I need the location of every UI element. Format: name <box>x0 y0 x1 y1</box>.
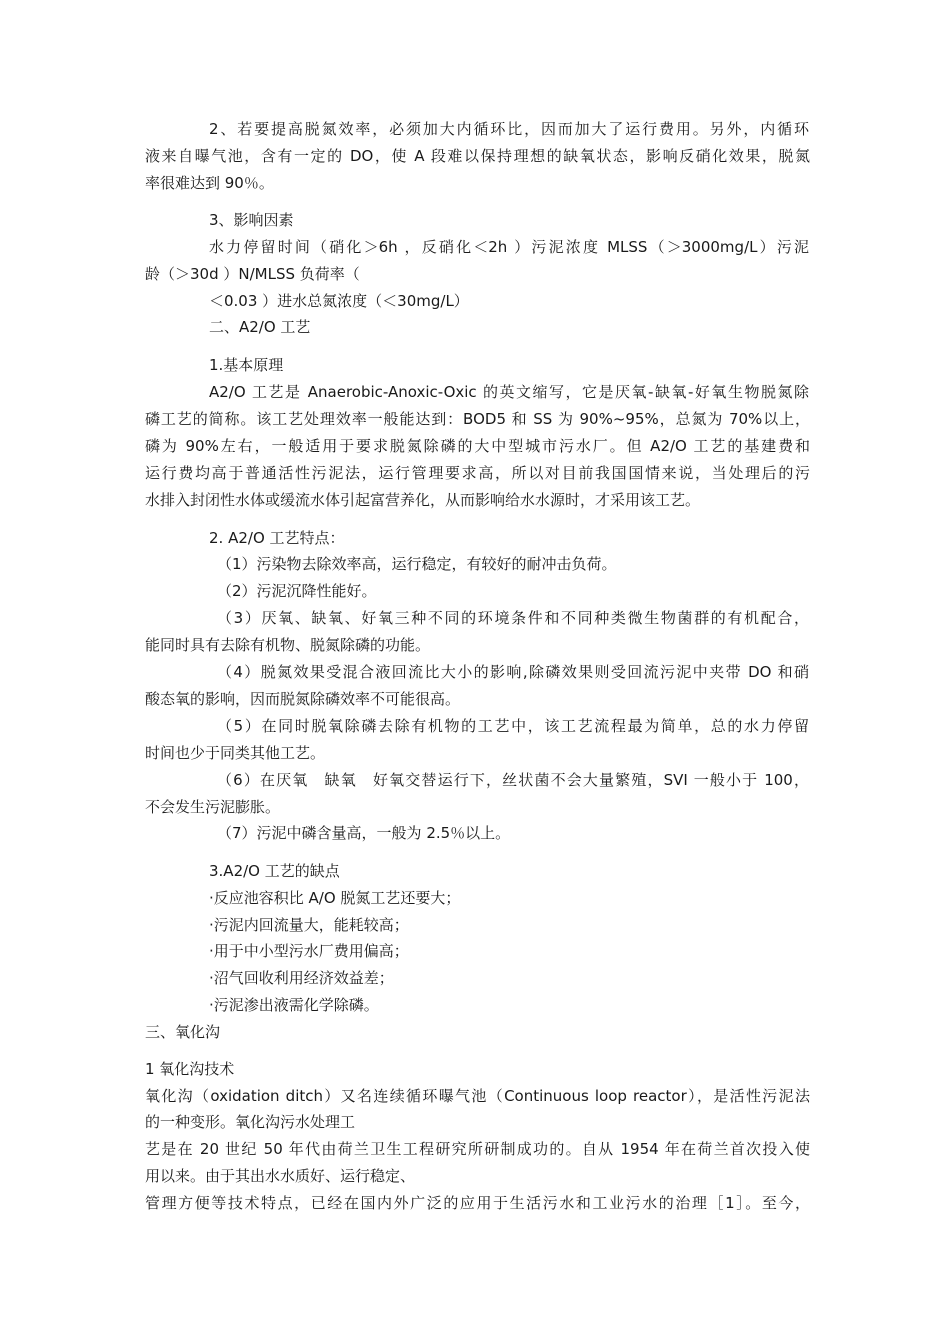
paragraph-line: ＜0.03 ）进水总氮浓度（＜30mg/L） <box>209 292 469 310</box>
paragraph-line: 氧化沟（oxidation ditch）又名连续循环曝气池（Continuous loop reactor），是活性污泥法 <box>145 1087 810 1105</box>
paragraph-line: 2、若要提高脱氮效率，必须加大内循环比，因而加大了运行费用。另外，内循环 <box>209 120 809 138</box>
drawback-item: ·用于中小型污水厂费用偏高； <box>209 942 409 960</box>
paragraph-line: 磷工艺的简称。该工艺处理效率一般能达到：BOD5 和 SS 为 90%~95%，总氮为 70%以上， <box>145 410 810 428</box>
paragraph-line: 运行费均高于普通活性污泥法，运行管理要求高，所以对目前我国国情来说，当处理后的污 <box>145 464 810 482</box>
sub-heading: 3.A2/O 工艺的缺点 <box>209 862 340 880</box>
paragraph-line: 管理方便等技术特点，已经在国内外广泛的应用于生活污水和工业污水的治理［1］。至今， <box>145 1194 810 1212</box>
feature-item-cont: 酸态氧的影响，因而脱氮除磷效率不可能很高。 <box>145 690 461 708</box>
paragraph-line: 率很难达到 90％。 <box>145 174 274 192</box>
paragraph-line: 龄（＞30d ）N/MLSS 负荷率（ <box>145 265 360 283</box>
sub-heading: 2. A2/O 工艺特点： <box>209 529 345 547</box>
drawback-item: ·沼气回收利用经济效益差； <box>209 969 394 987</box>
drawback-item: ·污泥内回流量大，能耗较高； <box>209 916 409 934</box>
section-heading: 三、氧化沟 <box>145 1023 221 1041</box>
feature-item: （2）污泥沉降性能好。 <box>217 582 377 600</box>
paragraph-line: 液来自曝气池，含有一定的 DO，使 A 段难以保持理想的缺氧状态，影响反硝化效果，脱氮 <box>145 147 810 165</box>
feature-item: （6）在厌氧 缺氧 好氧交替运行下，丝状菌不会大量繁殖，SVI 一般小于 100， <box>217 771 809 789</box>
feature-item: （1）污染物去除效率高，运行稳定，有较好的耐冲击负荷。 <box>217 555 617 573</box>
paragraph-line: 水排入封闭性水体或缓流水体引起富营养化，从而影响给水水源时，才采用该工艺。 <box>145 491 701 509</box>
paragraph-line: 艺是在 20 世纪 50 年代由荷兰卫生工程研究所研制成功的。自从 1954 年在荷兰首次投入使 <box>145 1140 810 1158</box>
section-heading: 二、A2/O 工艺 <box>209 318 311 336</box>
sub-heading: 3、影响因素 <box>209 211 294 229</box>
feature-item-cont: 能同时具有去除有机物、脱氮除磷的功能。 <box>145 636 431 654</box>
drawback-item: ·反应池容积比 A/O 脱氮工艺还要大； <box>209 889 461 907</box>
paragraph-line: 的一种变形。氧化沟污水处理工 <box>145 1113 356 1131</box>
feature-item: （7）污泥中磷含量高，一般为 2.5％以上。 <box>217 824 511 842</box>
feature-item: （3）厌氧、缺氧、好氧三种不同的环境条件和不同种类微生物菌群的有机配合， <box>217 609 809 627</box>
drawback-item: ·污泥渗出液需化学除磷。 <box>209 996 379 1014</box>
feature-item-cont: 时间也少于同类其他工艺。 <box>145 744 326 762</box>
paragraph-line: 水力停留时间（硝化＞6h ，反硝化＜2h ）污泥浓度 MLSS（＞3000mg/L）污泥 <box>209 238 809 256</box>
feature-item: （4）脱氮效果受混合液回流比大小的影响,除磷效果则受回流污泥中夹带 DO 和硝 <box>217 663 809 681</box>
feature-item-cont: 不会发生污泥膨胀。 <box>145 798 281 816</box>
sub-heading: 1.基本原理 <box>209 356 284 374</box>
sub-heading: 1 氧化沟技术 <box>145 1060 235 1078</box>
paragraph-line: 用以来。由于其出水水质好、运行稳定、 <box>145 1167 416 1185</box>
paragraph-line: 磷为 90%左右，一般适用于要求脱氮除磷的大中型城市污水厂。但 A2/O 工艺的基建费和 <box>145 437 810 455</box>
feature-item: （5）在同时脱氧除磷去除有机物的工艺中，该工艺流程最为简单，总的水力停留 <box>217 717 809 735</box>
paragraph-line: A2/O 工艺是 Anaerobic-Anoxic-Oxic 的英文缩写，它是厌氧-缺氧-好氧生物脱氮除 <box>209 383 809 401</box>
